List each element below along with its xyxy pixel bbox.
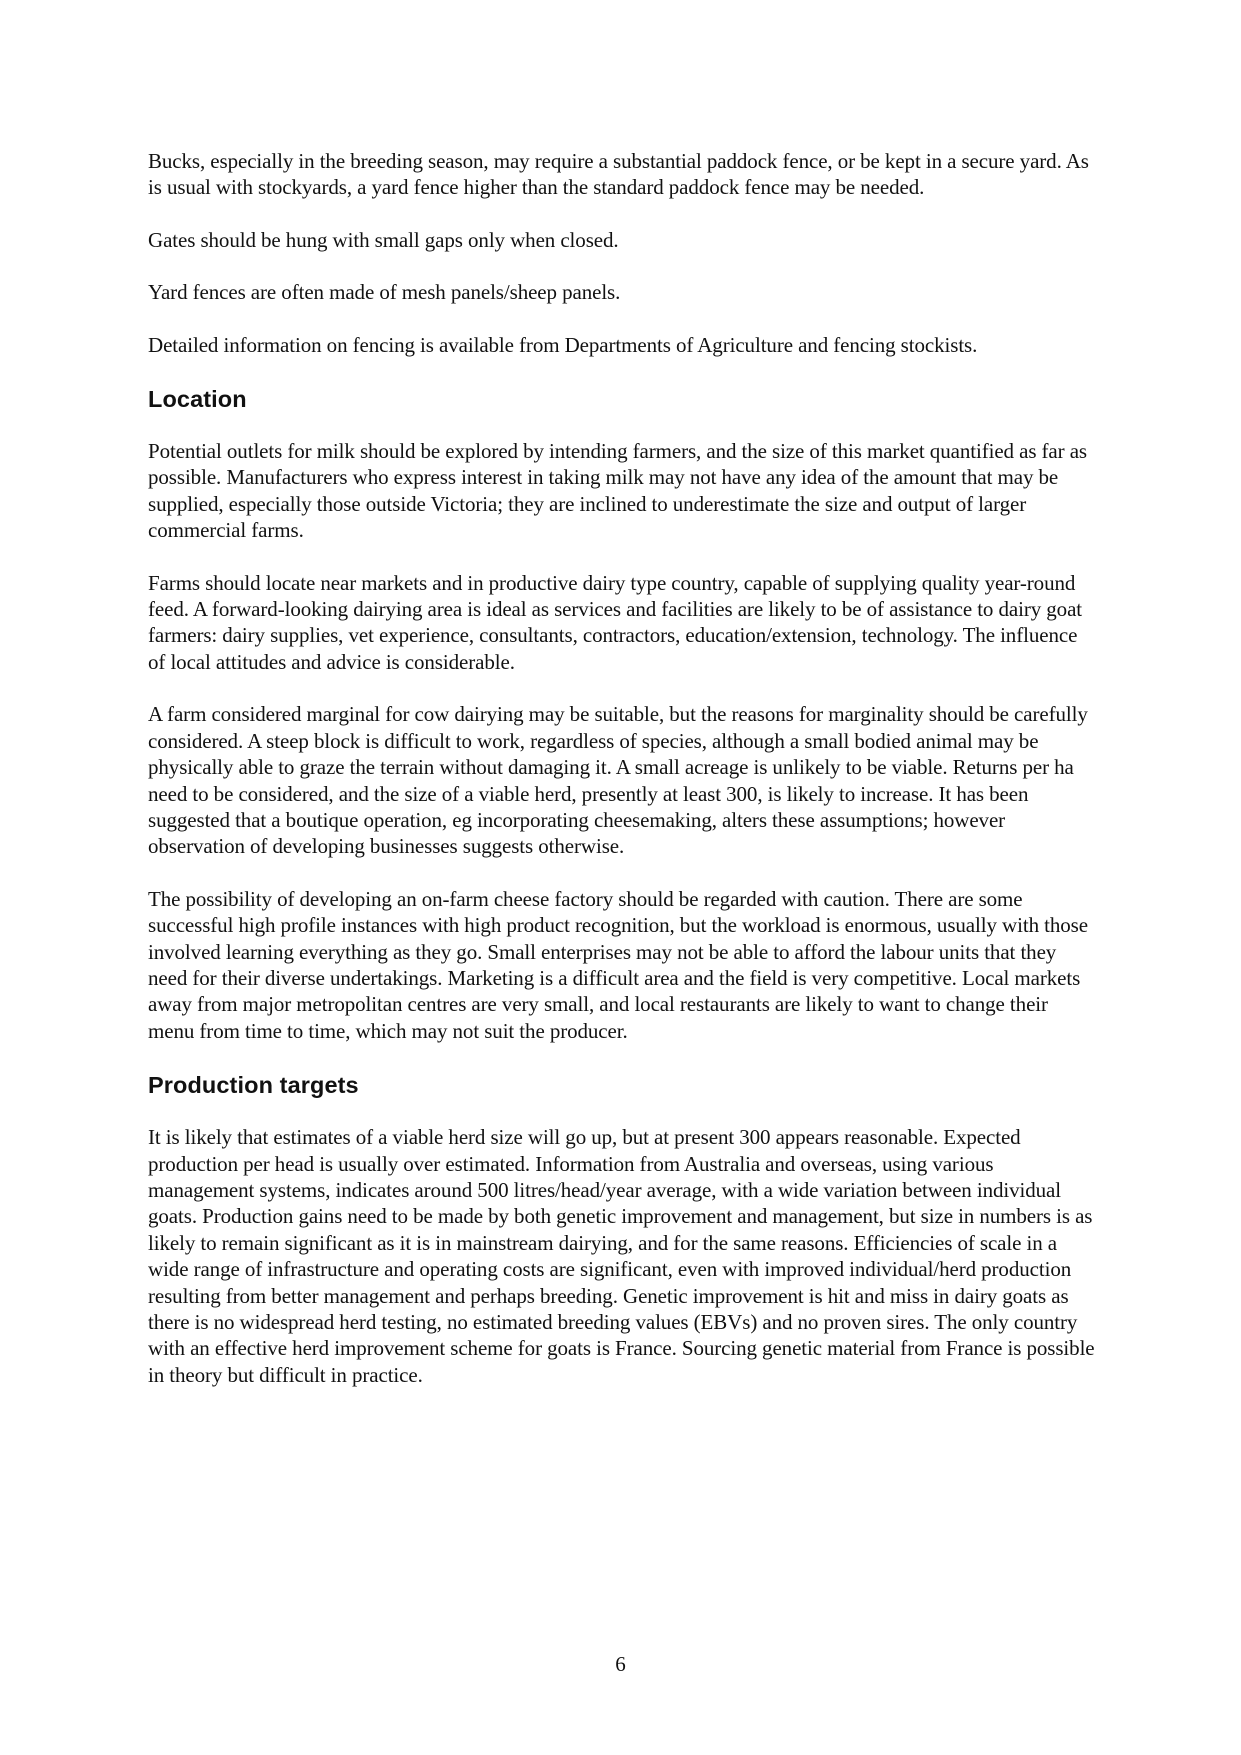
- heading-production-targets: Production targets: [148, 1072, 359, 1099]
- paragraph-production-targets: It is likely that estimates of a viable herd size will go up, but at present 300 appears reasonable. Expected production per head is usually over estimated. Information from Australia and overseas, using various management systems, indicates around 500 litres/head/year average, with a wide variation between individual goats. Production gains need to be made by both genetic improvement and management, but size in numbers is as likely to remain significant as it is in mainstream dairying, and for the same reasons. Efficiencies of scale in a wide range of infrastructure and operating costs are significant, even with improved individual/herd production resulting from better management and perhaps breeding. Genetic improvement is hit and miss in dairy goats as there is no widespread herd testing, no estimated breeding values (EBVs) and no proven sires. The only country with an effective herd improvement scheme for goats is France. Sourcing genetic material from France is possible in theory but difficult in practice.: [148, 1125, 1095, 1387]
- paragraph-location-cheese: The possibility of developing an on-farm cheese factory should be regarded with caution. There are some successful high profile instances with high product recognition, but the workload is enormous, usually with those involved learning everything as they go. Small enterprises may not be able to afford the labour units that they need for their diverse undertakings. Marketing is a difficult area and the field is very competitive. Local markets away from major metropolitan centres are very small, and local restaurants are likely to want to change their menu from time to time, which may not suit the producer.: [148, 886, 1088, 1043]
- paragraph-location-marginal: A farm considered marginal for cow dairying may be suitable, but the reasons for marginality should be carefully considered. A steep block is difficult to work, regardless of species, although a small bodied animal may be physically able to graze the terrain without damaging it. A small acreage is unlikely to be viable. Returns per ha need to be considered, and the size of a viable herd, presently at least 300, is likely to increase. It has been suggested that a boutique operation, eg incorporating cheesemaking, alters these assumptions; however observation of developing businesses suggests otherwise.: [148, 702, 1088, 859]
- page-number: 6: [615, 1652, 626, 1676]
- paragraph-bucks-fencing: Bucks, especially in the breeding season, may require a substantial paddock fence, or be kept in a secure yard. As is usual with stockyards, a yard fence higher than the standard paddock fence may be needed.: [148, 149, 1089, 200]
- document-page: [148, 148, 1098, 1414]
- paragraph-location-outlets: Potential outlets for milk should be explored by intending farmers, and the size of this market quantified as far as possible. Manufacturers who express interest in taking milk may not have any idea of the amount that may be supplied, especially those outside Victoria; they are inclined to underestimate the size and output of larger commercial farms.: [148, 439, 1087, 543]
- paragraph-gates: Gates should be hung with small gaps only when closed.: [148, 227, 619, 252]
- paragraph-fencing-info: Detailed information on fencing is available from Departments of Agriculture and fencing stockists.: [148, 332, 978, 357]
- paragraph-location-markets: Farms should locate near markets and in productive dairy type country, capable of supplying quality year-round feed. A forward-looking dairying area is ideal as services and facilities are likely to be of assistance to dairy goat farmers: dairy supplies, vet experience, consultants, contractors, education/extension, technology. The influence of local attitudes and advice is considerable.: [148, 570, 1083, 674]
- paragraph-yard-fences: Yard fences are often made of mesh panels/sheep panels.: [148, 280, 621, 305]
- heading-location: Location: [148, 386, 247, 413]
